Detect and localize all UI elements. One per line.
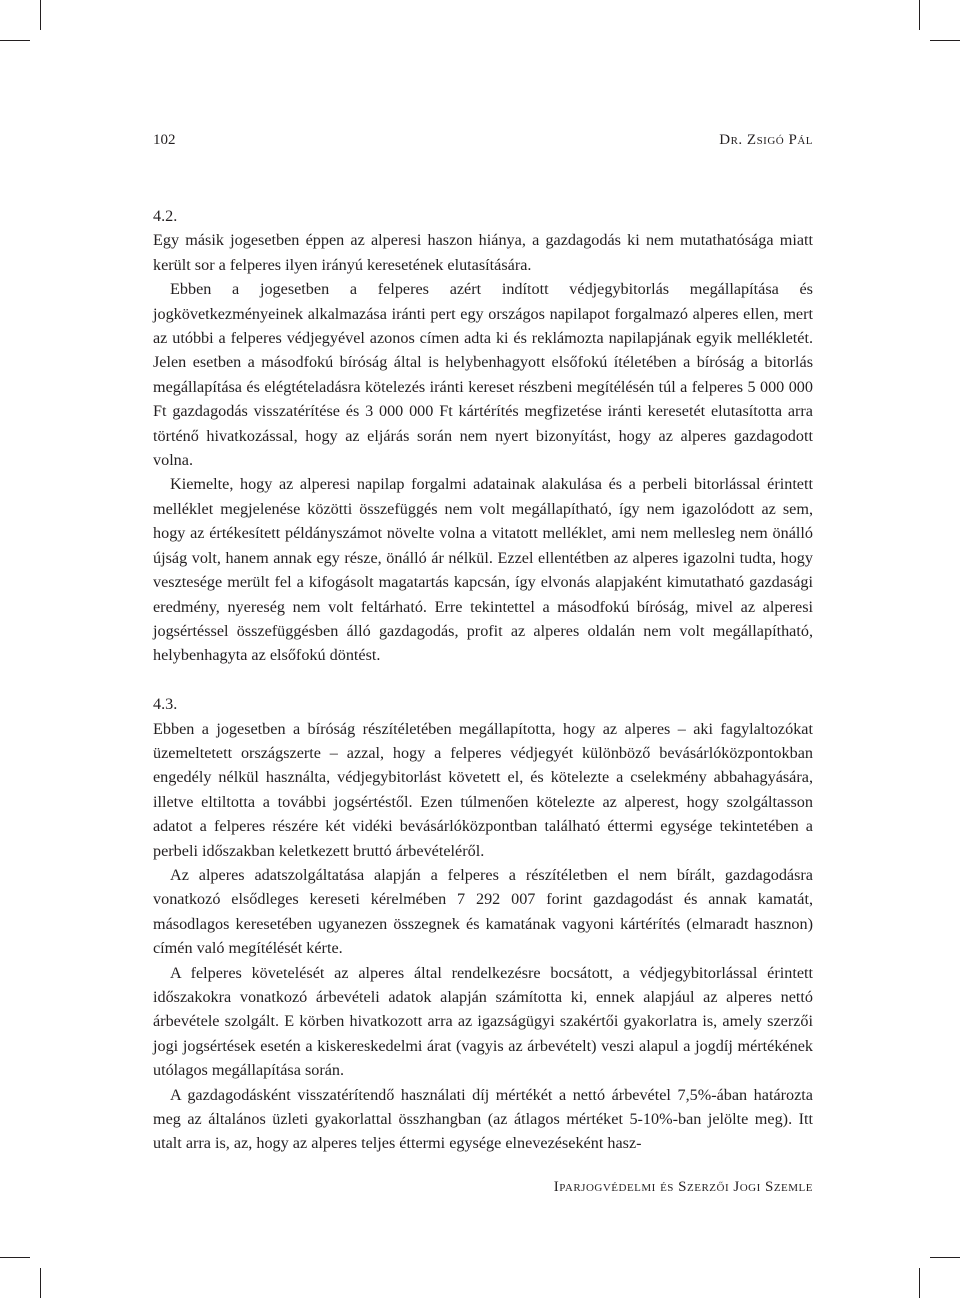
- author-name: Dr. Zsigó Pál: [719, 132, 813, 148]
- body-text: [153, 204, 813, 1156]
- section-number: 4.2.: [153, 207, 178, 225]
- paragraph: Kiemelte, hogy az alperesi napilap forgalmi adatainak alakulása és a perbeli bitorlással érintett melléklet megjelenése közötti összefüggés nem volt megállapítható, így nem igazolódott az sem, hogy az értékesített példányszámot növelte volna a vitatott melléklet, ami nem mellesleg nem önálló újság volt, hanem annak egy része, önálló ár nélkül. Ezzel ellentétben az alperes igazolni tudta, hogy vesztesége merült fel a kifogásolt magatartás kapcsán, így elvonás alapjaként kimutatható gazdasági eredmény, nyereség nem volt feltárható. Erre tekintettel a másodfokú bíróság, mivel az alperesi jogsértéssel összefüggésben álló gazdagodás, profit az alperes oldalán nem volt megállapítható, helybenhagyta az elsőfokú döntést.: [153, 475, 813, 665]
- crop-mark: [40, 0, 41, 30]
- paragraph: Ebben a jogesetben a bíróság részítéletében megállapította, hogy az alperes – aki fagylaltozókat üzemeltetett országszerte – azzal, hogy a felperes védjegyét különböző bevásárlóközpontokban engedély nélkül használta, védjegybitorlást követett el, és kötelezte a cselekmény abbahagyására, illetve eltiltotta a további jogsértéstől. Ezen túlmenően kötelezte az alperest, hogy szolgáltasson adatot a felperes részére két vidéki bevásárlóközpontban található éttermi egysége tekintetében a perbeli időszakban keletkezett bruttó árbevételéről.: [153, 719, 813, 860]
- paragraph: A felperes követelését az alperes által rendelkezésre bocsátott, a védjegybitorlással érintett időszakokra vonatkozó árbevételi adatok alapján számította ki, ennek alapjául az alperes nettó árbevétele szolgált. E körben hivatkozott arra az igazságügyi szakértői gyakorlatra is, amely szerzői jogi jogsértések esetén a kiskereskedelmi árat (vagyis az árbevételt) veszi alapul a jogdíj mértékének utólagos megállapítása során.: [153, 963, 813, 1080]
- crop-mark: [0, 40, 30, 41]
- paragraph: Egy másik jogesetben éppen az alperesi haszon hiánya, a gazdagodás ki nem mutathatósága miatt került sor a felperes ilyen irányú keresetének elutasítására.: [153, 231, 813, 274]
- paragraph: Az alperes adatszolgáltatása alapján a felperes a részítéletben el nem bírált, gazdagodásra vonatkozó elsődleges kereseti kérelmében 7 292 007 forint gazdagodást és annak kamatát, másodlagos keresetében ugyanezen összegnek és kamatának vagyoni kártérítés (elmaradt hasznon) címén való megítélését kérte.: [153, 865, 813, 958]
- journal-title: Iparjogvédelmi és Szerzői Jogi Szemle: [553, 1179, 813, 1195]
- running-head: [153, 132, 813, 149]
- section-gap: [153, 668, 813, 692]
- paragraph: A gazdagodásként visszatérítendő használati díj mértékét a nettó árbevétel 7,5%-ában határozta meg az általános üzleti gyakorlattal összhangban (az átlagos mértéket 5-10%-ban jelölte meg). Itt utalt arra is, az, hogy az alperes teljes éttermi egysége elnevezéseként hasz-: [153, 1085, 813, 1153]
- page-number: 102: [153, 132, 176, 148]
- crop-mark: [930, 40, 960, 41]
- crop-mark: [0, 1257, 30, 1258]
- crop-mark: [919, 0, 920, 30]
- crop-mark: [919, 1268, 920, 1298]
- section-number: 4.3.: [153, 695, 178, 714]
- crop-mark: [930, 1257, 960, 1258]
- crop-mark: [40, 1268, 41, 1298]
- paragraph: Ebben a jogesetben a felperes azért indított védjegybitorlás megállapítása és jogkövetkezményeinek alkalmazása iránti pert egy országos napilapot forgalmazó alperes ellen, mert az utóbbi a felperes védjegyével azonos címen adta ki és reklámozta napilapjának egyik mellékletét. Jelen esetben a másodfokú bíróság által is helybenhagyott elsőfokú ítéletében a bíróság a bitorlás megállapítása és elégtételadásra kötelezés iránti kereset részbeni megítélésén túl a felperes 5 000 000 Ft gazdagodás visszatérítése és 3 000 000 Ft kártérítés megfizetése iránti keresetét elutasította arra történő hivatkozással, hogy az eljárás során nem nyert bizonyítást, hogy az alperes gazdagodott volna.: [153, 280, 813, 470]
